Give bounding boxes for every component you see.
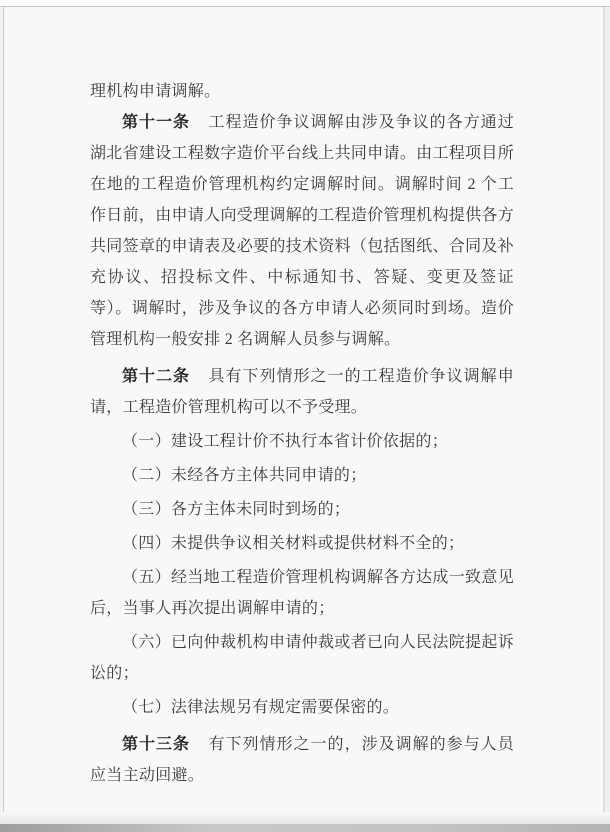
clause-item: （三）各方主体未同时到场的；: [122, 501, 351, 518]
article-paragraph: 第十三条 有下列情形之一的，涉及调解的参与人员应当主动回避。: [90, 736, 514, 784]
article-number: 第十三条: [122, 736, 191, 753]
clause-item: （四）未提供争议相关材料或提供材料不全的；: [122, 535, 465, 552]
clause-item: （一）建设工程计价不执行本省计价依据的；: [122, 433, 449, 450]
article-number: 第十二条: [122, 368, 191, 385]
article-paragraph: 第十二条 具有下列情形之一的工程造价争议调解申请，工程造价管理机构可以不予受理。: [90, 368, 514, 416]
article-paragraph: 第十一条 工程造价争议调解由涉及争议的各方通过湖北省建设工程数字造价平台线上共同申请。由工程项目所在地的工程造价管理机构约定调解时间。调解时间 2 个工作日前，由申请人向受理调解的工程造价管理机构提供各方共同签章的申请表及必要的技术资料（包括图纸、合同及补充协议、招投标文件、中标通知书、答疑、变更及签证等）。调解时，涉及争议的各方申请人必须同时到场。造价管理机构一般安排 2 名调解人员参与调解。: [90, 114, 514, 348]
clause-item: （七）法律法规另有规定需要保密的。: [122, 699, 400, 716]
page-right-edge: [601, 7, 610, 824]
page-bottom-shadow: [0, 824, 610, 832]
page-top-edge: [0, 0, 610, 7]
clause-item: （六）已向仲裁机构申请仲裁或者已向人民法院提起诉讼的；: [90, 634, 514, 682]
clause-item: （二）未经各方主体共同申请的；: [122, 467, 367, 484]
page-left-edge: [0, 7, 4, 824]
document-text: [90, 76, 514, 791]
article-number: 第十一条: [122, 114, 191, 131]
clause-item: （五）经当地工程造价管理机构调解各方达成一致意见后，当事人再次提出调解申请的；: [90, 569, 514, 617]
page-bottom-fade: [0, 812, 610, 824]
paragraph-continuation: 理机构申请调解。: [90, 83, 221, 100]
